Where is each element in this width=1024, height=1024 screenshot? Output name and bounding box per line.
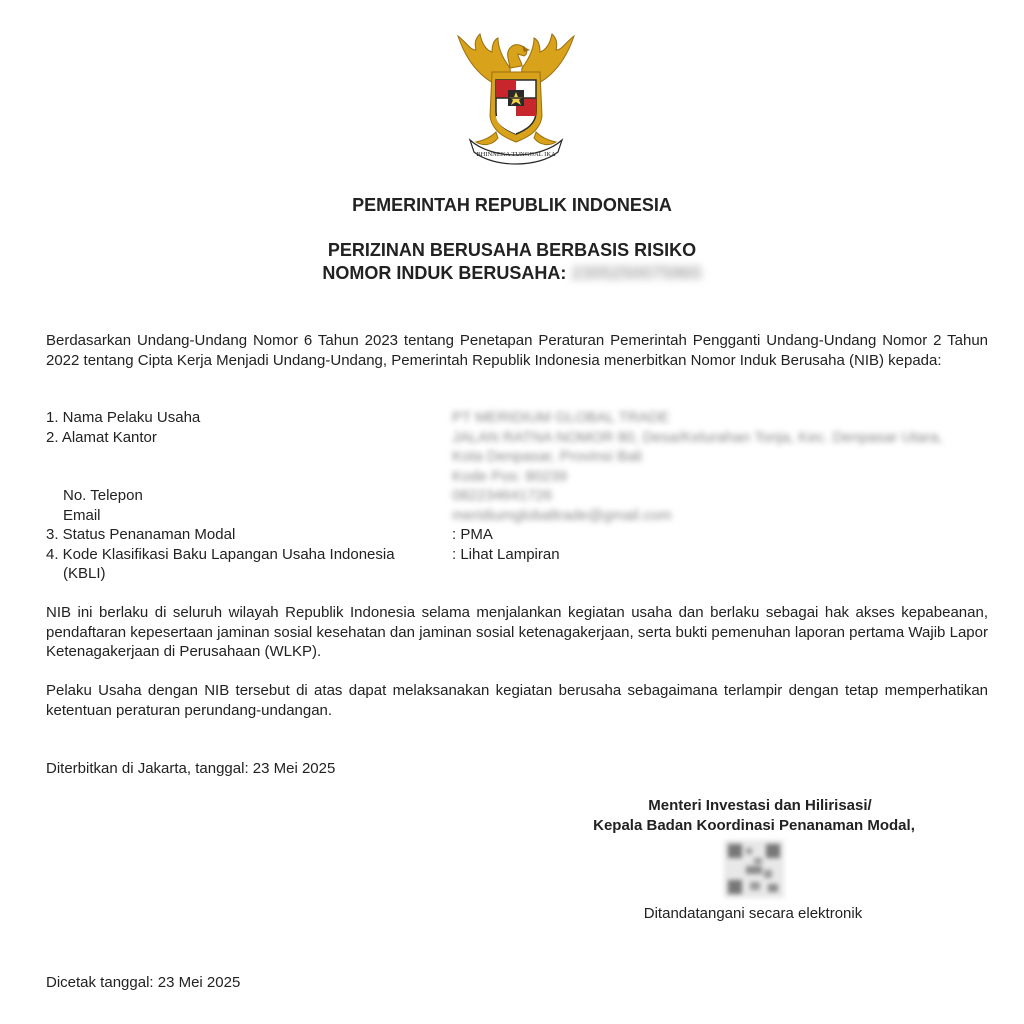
address-line-1: JALAN RATNA NOMOR 80, Desa/Kelurahan Tonja, Kec. Denpasar Utara, [452, 429, 943, 446]
garuda-crest-icon [452, 28, 580, 166]
crest-motto: BHINNEKA TUNGGAL IKA [476, 151, 556, 158]
phone-value: 082234641726 [452, 487, 553, 504]
kbli-value: : Lihat Lampiran [452, 546, 560, 563]
signature-title-2: Kepala Badan Koordinasi Penanaman Modal, [593, 817, 915, 834]
nib-label: NOMOR INDUK BERUSAHA: [322, 263, 567, 283]
intro-paragraph: Berdasarkan Undang-Undang Nomor 6 Tahun 2023 tentang Penetapan Peraturan Pemerintah Pengganti Undang-Undang Nomor 2 Tahun 2022 tentang Cipta Kerja Menjadi Undang-Undang, Pemerintah Republik Indonesia menerbitkan Nomor Induk Berusaha (NIB) kepada: [46, 332, 988, 369]
e-signature-note: Ditandatangani secara elektronik [643, 905, 863, 922]
qr-code-icon [724, 840, 784, 898]
email-value: meridiumglobaltrade@gmail.com [452, 507, 672, 524]
validity-paragraph: NIB ini berlaku di seluruh wilayah Republik Indonesia selama menjalankan kegiatan usaha dan berlaku sebagai hak akses kepabeanan, pendaftaran kepesertaan jaminan sosial kesehatan dan jaminan sosial ketenagakerjaan, serta bukti pemenuhan laporan pertama Wajib Lapor Ketenagakerjaan di Perusahaan (WLKP). [46, 604, 988, 660]
document-title: PERIZINAN BERUSAHA BERBASIS RISIKO [327, 240, 697, 260]
issued-line: Diterbitkan di Jakarta, tanggal: 23 Mei 2025 [46, 760, 336, 777]
nib-value: 2305250075965 [571, 263, 702, 283]
kbli-label: 4. Kode Klasifikasi Baku Lapangan Usaha Indonesia [46, 546, 395, 563]
obligation-paragraph: Pelaku Usaha dengan NIB tersebut di atas dapat melaksanakan kegiatan berusaha sebagaimana terlampir dengan tetap memperhatikan ketentuan peraturan perundang-undangan. [46, 682, 988, 719]
signature-title-1: Menteri Investasi dan Hilirisasi/ [648, 797, 872, 814]
phone-label: No. Telepon [63, 487, 143, 504]
status-value: : PMA [452, 526, 493, 543]
address-label: 2. Alamat Kantor [46, 429, 157, 446]
address-line-3: Kode Pos: 80239 [452, 468, 568, 485]
address-line-2: Kota Denpasar, Provinsi Bali [452, 448, 643, 465]
name-value: PT MERIDIUM GLOBAL TRADE [452, 409, 670, 426]
government-title: PEMERINTAH REPUBLIK INDONESIA [352, 195, 672, 215]
status-label: 3. Status Penanaman Modal [46, 526, 236, 543]
kbli-label-cont: (KBLI) [63, 565, 106, 582]
name-label: 1. Nama Pelaku Usaha [46, 409, 201, 426]
printed-line: Dicetak tanggal: 23 Mei 2025 [46, 974, 241, 991]
nib-line [0, 263, 1024, 284]
email-label: Email [63, 507, 101, 524]
